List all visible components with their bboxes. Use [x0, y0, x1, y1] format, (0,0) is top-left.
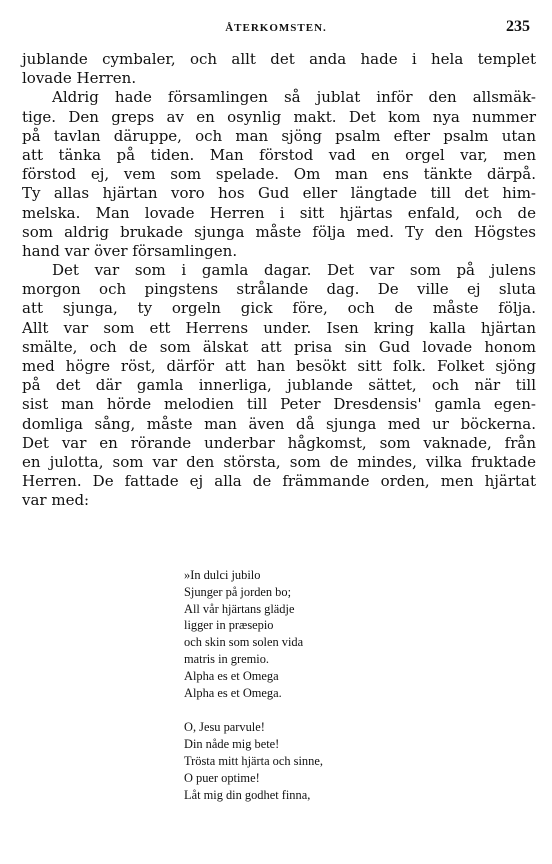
- poem-line: matris in gremio.: [184, 651, 269, 666]
- text-line: på tavlan däruppe, och man sjöng psalm efter psalm utan: [22, 126, 536, 145]
- text-line: Det var en rörande underbar hågkomst, som vaknade, från: [22, 433, 536, 452]
- text-line: tige. Den greps av en osynlig makt. Det kom nya nummer: [22, 107, 536, 126]
- paragraph: [22, 88, 536, 261]
- paragraph: [22, 261, 536, 510]
- text-line: sist man hörde melodien till Peter Dresdensis' gamla egen-: [22, 395, 536, 414]
- text-line: domliga sång, måste man även då sjunga med ur böckerna.: [22, 414, 536, 433]
- poem-line: All vår hjärtans glädje: [184, 601, 295, 616]
- text-line: en julotta, som var den största, som de mindes, vilka fruktade: [22, 452, 536, 471]
- text-line: jublande cymbaler, och allt det anda hade i hela templet: [22, 50, 536, 68]
- text-line: Herren. De fattade ej alla de främmande orden, men hjärtat: [22, 472, 536, 491]
- text-line: lovade Herren.: [22, 69, 137, 88]
- poem-line: och skin som solen vida: [184, 635, 304, 650]
- text-line: Aldrig hade församlingen så jublat inför den allsmäk-: [52, 88, 536, 107]
- text-line: morgon och pingstens strålande dag. De ville ej sluta: [22, 280, 536, 299]
- text-line: smälte, och de som älskat att prisa sin Gud lovade honom: [22, 337, 536, 356]
- poem-line: Låt mig din godhet finna,: [184, 787, 311, 802]
- poem-stanza: [184, 567, 323, 701]
- text-line: hand var över församlingen.: [22, 241, 238, 260]
- poem-line: O, Jesu parvule!: [184, 720, 265, 735]
- poem-line: Alpha es et Omega.: [184, 685, 282, 700]
- page-number: 235: [506, 18, 530, 35]
- poem-line: Trösta mitt hjärta och sinne,: [184, 753, 323, 768]
- paragraph: [22, 50, 536, 88]
- text-line: som aldrig brukade sjunga måste följa med. Ty den Högstes: [22, 222, 536, 241]
- hymn-quotation: [184, 567, 323, 821]
- poem-line: ligger in præsepio: [184, 618, 274, 633]
- text-line: melska. Man lovade Herren i sitt hjärtas enfald, och de: [22, 203, 536, 222]
- poem-line: Din nåde mig bete!: [184, 737, 280, 752]
- poem-line: O puer optime!: [184, 770, 260, 785]
- text-line: förstod ej, vem som spelade. Om man ens tänkte därpå.: [22, 165, 536, 184]
- body-text: [22, 50, 536, 511]
- text-line: Ty allas hjärtan voro hos Gud eller längtade till det him-: [22, 184, 536, 203]
- poem-line: Sjunger på jorden bo;: [184, 584, 292, 599]
- poem-stanza: [184, 719, 323, 803]
- poem-line: »In dulci jubilo: [184, 568, 261, 582]
- text-line: med högre röst, därför att han besökt sitt folk. Folket sjöng: [22, 357, 536, 375]
- text-line: Det var som i gamla dagar. Det var som på julens: [52, 261, 536, 280]
- text-line: på det där gamla innerliga, jublande sättet, och när till: [22, 376, 536, 395]
- text-line: Allt var som ett Herrens under. Isen kring kalla hjärtan: [22, 318, 536, 337]
- text-line: att tänka på tiden. Man förstod vad en orgel var, men: [22, 145, 536, 164]
- running-head: [22, 18, 530, 38]
- poem-line: Alpha es et Omega: [184, 668, 279, 683]
- text-line: var med:: [22, 491, 90, 510]
- text-line: att sjunga, ty orgeln gick före, och de måste följa.: [22, 299, 536, 318]
- running-title: ÅTERKOMSTEN.: [225, 22, 327, 34]
